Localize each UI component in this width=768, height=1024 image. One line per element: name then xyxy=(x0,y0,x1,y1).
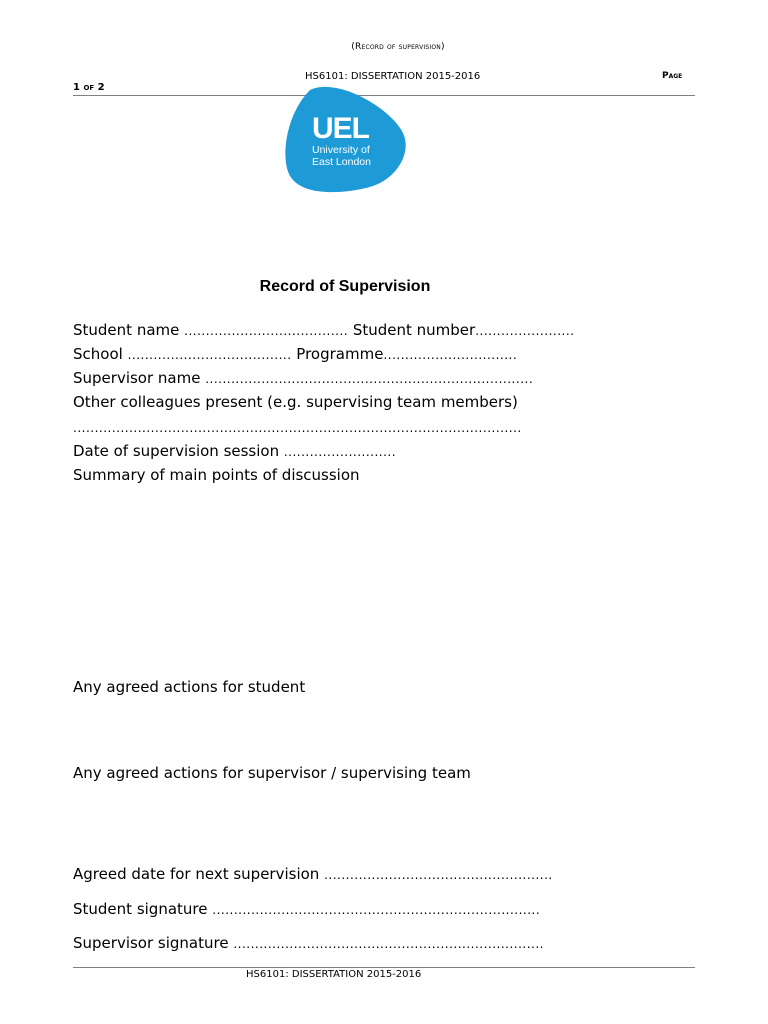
next-date-label: Agreed date for next supervision xyxy=(73,865,325,883)
student-signature-field[interactable]: ............................................................................ xyxy=(212,903,541,917)
school-label: School xyxy=(73,345,128,363)
date-field[interactable]: .......................... xyxy=(283,445,397,459)
supervisor-signature-label: Supervisor signature xyxy=(73,934,234,952)
header-page-number: 1 of 2 xyxy=(73,82,105,93)
logo-line-2: East London xyxy=(312,156,371,168)
supervisor-name-field[interactable]: ............................................................................ xyxy=(205,372,534,386)
programme-label: Programme xyxy=(291,345,384,363)
student-signature-row xyxy=(73,900,540,918)
school-field[interactable]: ...................................... xyxy=(127,348,292,362)
footer-rule xyxy=(73,967,695,968)
supervisor-signature-row xyxy=(73,934,544,952)
other-colleagues-label: Other colleagues present (e.g. supervising team members) xyxy=(73,393,518,411)
uel-logo xyxy=(284,84,410,196)
document-title: Record of Supervision xyxy=(259,278,431,295)
header-course: HS6101: DISSERTATION 2015-2016 xyxy=(305,71,481,82)
next-date-field[interactable]: ..................................................... xyxy=(324,868,553,882)
next-date-row xyxy=(73,865,553,883)
supervisor-name-label: Supervisor name xyxy=(73,369,206,387)
header-title: (Record of supervision) xyxy=(351,42,445,52)
student-number-field[interactable]: ....................... xyxy=(475,324,575,338)
summary-label: Summary of main points of discussion xyxy=(73,466,360,484)
date-row xyxy=(73,442,396,460)
header-page-label: Page xyxy=(662,71,683,81)
programme-field[interactable]: ............................... xyxy=(383,348,518,362)
other-colleagues-field[interactable]: ........................................................................................................ xyxy=(73,421,522,435)
student-name-row xyxy=(73,321,574,339)
other-colleagues-row xyxy=(73,418,522,436)
supervisor-actions-label: Any agreed actions for supervisor / supervising team xyxy=(73,764,471,782)
student-number-label: Student number xyxy=(348,321,476,339)
date-label: Date of supervision session xyxy=(73,442,284,460)
student-name-label: Student name xyxy=(73,321,185,339)
supervisor-name-row xyxy=(73,369,533,387)
footer-course: HS6101: DISSERTATION 2015-2016 xyxy=(246,969,422,980)
student-signature-label: Student signature xyxy=(73,900,213,918)
school-row xyxy=(73,345,517,363)
student-name-field[interactable]: ...................................... xyxy=(184,324,349,338)
supervisor-signature-field[interactable]: ........................................................................ xyxy=(233,937,544,951)
student-actions-label: Any agreed actions for student xyxy=(73,678,306,696)
logo-acronym: UEL xyxy=(312,112,369,145)
logo-line-1: University of xyxy=(312,144,370,156)
